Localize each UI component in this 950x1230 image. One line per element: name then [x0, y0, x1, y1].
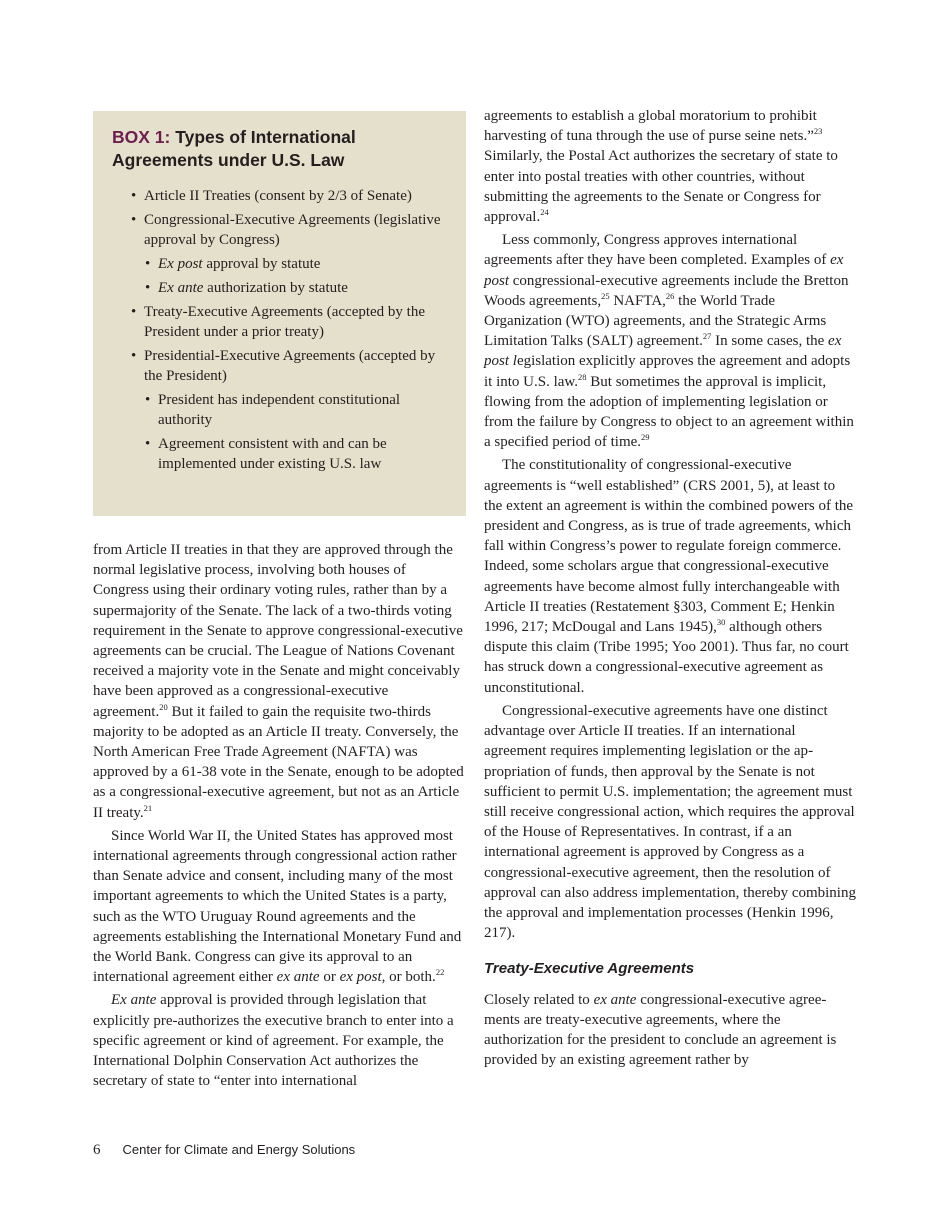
paragraph: Less commonly, Congress approves international agreements after they have been completed. Examples of ex post congressional-executive agreements include the Bretton Woods agreements,$^{25}$ NAFTA,$^{26}$ the World Trade Organization (WTO) agreements, and the Strategic Arms Limitation Talks (SALT) agreement.$^{27}$ In some cases, the ex post legislation explicitly approves the agreement and adopts it into U.S. law.$^{28}$ But sometimes the approval is implicit, flowing from the adoption of implementing legislation or from the failure by Congress to object to an agreement within a specified period of time.$^{29}$ [484, 232, 854, 451]
footer-org: Center for Climate and Energy Solutions [122, 1142, 356, 1157]
footnote-ref[interactable]: 30 [716, 617, 726, 628]
right-column [484, 106, 856, 1073]
section-heading: Treaty-Executive Agreements [484, 960, 695, 978]
list-item: • Presidential-Executive Agreements (accepted by the President) [112, 346, 448, 386]
sidebar-box [93, 111, 466, 516]
footnote-ref[interactable]: 26 [665, 290, 675, 301]
box-title [112, 126, 448, 172]
footnote-ref[interactable]: 25 [601, 290, 610, 301]
paragraph: Ex ante approval is provided through legislation that explicitly pre-authorizes the executive branch to enter into a specific agreement or kind of agreement. For example, the International Dolphin Conservation Act authorizes the secretary of state to “enter into international [93, 992, 454, 1090]
paragraph: agreements to establish a global moratorium to prohibit harvesting of tuna through the use of purse seine nets.”$^{23}$ Similarly, the Postal Act authorizes the secretary of state to enter into postal treaties with other countries, without submitting the agreements to the Senate or Congress for approval.$^{24}$ [484, 108, 838, 226]
footnote-ref[interactable]: 20 [159, 701, 168, 712]
box-title-text: Types of International Agreements under U.S. Law [112, 127, 356, 170]
page-number: 6 [93, 1142, 101, 1158]
footnote-ref[interactable]: 22 [435, 967, 445, 978]
box-list [112, 186, 448, 474]
list-item: • Treaty-Executive Agreements (accepted by the President under a prior treaty) [112, 302, 448, 342]
box-label: BOX 1: [112, 127, 171, 147]
list-item: • Congressional-Executive Agreements (legislative approval by Congress) [112, 210, 448, 250]
list-item: • Ex post approval by statute [112, 254, 448, 274]
footnote-ref[interactable]: 23 [813, 126, 823, 137]
footnote-ref[interactable]: 21 [143, 802, 153, 813]
footnote-ref[interactable]: 28 [578, 371, 587, 382]
paragraph: Congressional-executive agreements have one distinct advantage over Article II treaties. If an international agreement requires implementing legislation or the appropriation of funds, then approval by the Senate is not sufficient to permit U.S. implementation; the agreement must still receive congressional action, which requires the approval of the House of Representatives. In contrast, if a an international agreement is approved by Congress as a congressional-executive agreement, then the resolution of approval can also address implementation, thereby combining the approval and implementation processes (Henkin 1996, 217). [484, 702, 856, 942]
paragraph: The constitutionality of congressional-executive agreements is “well established” (CRS 2001, 5), at least to the extent an agreement is within the combined powers of the president and Congress, as is true of trade agreements, which fall within Congress’s power to regulate foreign commerce. Indeed, some scholars argue that congressional-executive agreements have become almost fully interchangeable with Article II treaties (Restatement §303, Comment E; Henkin 1996, 217; McDougal and Lans 1945),$^{30}$ although others dispute this claim (Tribe 1995; Yoo 2001). Thus far, no court has struck down a congressional-executive agreement as unconstitutional. [484, 457, 854, 696]
footnote-ref[interactable]: 29 [641, 432, 650, 443]
left-column [93, 540, 465, 1094]
list-item: • President has independent constitutional authority [112, 390, 448, 430]
footnote-ref[interactable]: 24 [540, 207, 549, 218]
footnote-ref[interactable]: 27 [702, 331, 712, 342]
list-item: • Agreement consistent with and can be implemented under existing U.S. law [112, 434, 448, 474]
list-item: • Article II Treaties (consent by 2/3 of Senate) [112, 186, 448, 206]
paragraph: Since World War II, the United States has approved most international agreements through congressional action rather than Senate advice and consent, including many of the most important agreements to which the United States is a party, such as the WTO Uruguay Round agreements and the agreements establishing the International Monetary Fund and the World Bank. Congress can give its approval to an international agreement either ex ante or ex post, or both.$^{22}$ [93, 827, 462, 986]
list-item: • Ex ante authorization by statute [112, 278, 448, 298]
paragraph: from Article II treaties in that they are approved through the normal legislative process, involving both houses of Congress using their ordinary voting rules, rather than by a supermajority of the Senate. The lack of a two-thirds voting requirement in the Senate to approve congressional-executive agreements can be crucial. The League of Nations Covenant received a majority vote in the Senate and might conceivably have been approved as a congressional-executive agreement.$^{20}$ But it failed to gain the requisite two-thirds majority to be adopted as an Article II treaty. Conversely, the North American Free Trade Agreement (NAFTA) was approved by a 61-38 vote in the Senate, enough to be adopted as a congressional-executive agreement, but not as an Article II treaty.$^{21}$ [93, 542, 464, 821]
paragraph: Closely related to ex ante congressional-executive agreements are treaty-executive agreements, where the authorization for the president to conclude an agreement is provided by an existing agreement rather by [484, 991, 837, 1069]
page-footer [93, 1142, 355, 1159]
